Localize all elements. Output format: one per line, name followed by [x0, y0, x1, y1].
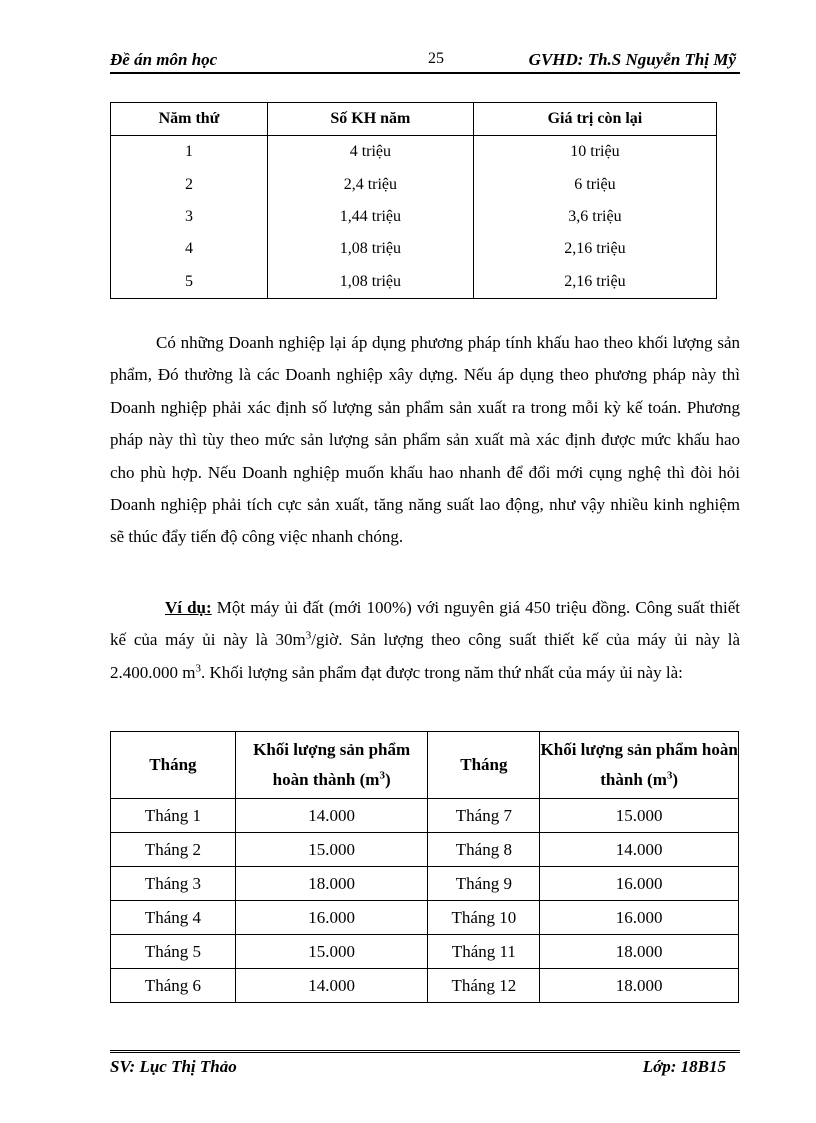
table-cell: 4 triệu [267, 136, 473, 169]
page-header [110, 46, 740, 74]
table-cell: 2,16 triệu [473, 266, 716, 299]
superscript: 3 [305, 629, 312, 642]
volume-cell: 16.000 [540, 867, 739, 901]
table-row [111, 867, 739, 901]
table-row [111, 935, 739, 969]
table-row [111, 833, 739, 867]
month-cell: Tháng 1 [111, 799, 236, 833]
page-footer [110, 1050, 740, 1079]
table-cell: 2,16 triệu [473, 233, 716, 265]
col-year: Năm thứ [111, 103, 268, 136]
month-cell: Tháng 2 [111, 833, 236, 867]
volume-cell: 15.000 [540, 799, 739, 833]
example-text-b: /giờ. Sản lượng theo công suất thiết kế của máy ủi này là 2.400.000 m [110, 630, 741, 682]
page-number: 25 [428, 50, 444, 67]
table-header-row [111, 732, 739, 799]
col-volume-label: Khối lượng sản phẩm hoàn thành (m [540, 740, 738, 789]
col-volume [235, 732, 428, 799]
month-cell: Tháng 4 [111, 901, 236, 935]
header-instructor: GVHD: Th.S Nguyễn Thị Mỹ [528, 50, 736, 69]
table-cell: 1 [111, 136, 268, 169]
month-cell: Tháng 12 [428, 969, 540, 1003]
table-row [111, 799, 739, 833]
depreciation-table [110, 102, 717, 299]
table-cell: 10 triệu [473, 136, 716, 169]
body-paragraph: Có những Doanh nghiệp lại áp dụng phương pháp tính khấu hao theo khối lượng sản phẩm, Đó thường là các Doanh nghiệp xây dựng. Nếu áp dụng theo phương pháp này thì Doanh nghiệp phải xác định số lượng sản phẩm sản xuất ra trong mỗi kỳ kế toán. Phương pháp này thì tùy theo mức sản lượng sản phẩm sản xuất mà xác định được mức khấu hao cho phù hợp. Nếu Doanh nghiệp muốn khấu hao nhanh để đổi mới cụng nghệ thì đòi hỏi Doanh nghiệp phải tích cực sản xuất, tăng năng suất lao động, như vậy nhiều kinh nghiệm sẽ thúc đẩy tiến độ công việc nhanh chóng. [110, 333, 740, 547]
superscript: 3 [379, 769, 385, 782]
volume-cell: 16.000 [235, 901, 428, 935]
footer-student: SV: Lục Thị Thảo [110, 1057, 237, 1076]
example-text-a: Một máy ủi đất (mới 100%) với nguyên giá 450 triệu đồng. Công suất thiết kế của máy ủi này là 30m [110, 598, 740, 650]
table-row [111, 266, 717, 299]
table-cell: 1,08 triệu [267, 266, 473, 299]
volume-cell: 16.000 [540, 901, 739, 935]
table-header-row [111, 103, 717, 136]
monthly-output-table [110, 731, 739, 1003]
volume-cell: 15.000 [235, 833, 428, 867]
volume-cell: 14.000 [235, 799, 428, 833]
volume-cell: 15.000 [235, 935, 428, 969]
example-paragraph [110, 592, 740, 689]
month-cell: Tháng 6 [111, 969, 236, 1003]
volume-cell: 18.000 [235, 867, 428, 901]
superscript: 3 [666, 769, 673, 782]
table-row [111, 901, 739, 935]
col-month: Tháng [111, 732, 236, 799]
footer-class: Lớp: 18B15 [642, 1057, 726, 1076]
month-cell: Tháng 11 [428, 935, 540, 969]
col-remaining-value: Giá trị còn lại [473, 103, 716, 136]
table-cell: 1,44 triệu [267, 201, 473, 233]
header-course-title: Đề án môn học [110, 50, 218, 69]
table-cell: 2,4 triệu [267, 168, 473, 200]
month-cell: Tháng 10 [428, 901, 540, 935]
col-volume-label: Khối lượng sản phẩm hoàn thành (m [253, 740, 411, 789]
example-label: Ví dụ: [165, 598, 212, 617]
month-cell: Tháng 8 [428, 833, 540, 867]
table-row [111, 201, 717, 233]
month-cell: Tháng 3 [111, 867, 236, 901]
table-row [111, 233, 717, 265]
volume-cell: 14.000 [540, 833, 739, 867]
table-row [111, 136, 717, 169]
table-cell: 3,6 triệu [473, 201, 716, 233]
table-cell: 5 [111, 266, 268, 299]
table-cell: 2 [111, 168, 268, 200]
col-volume [540, 732, 739, 799]
volume-cell: 18.000 [540, 935, 739, 969]
table-cell: 6 triệu [473, 168, 716, 200]
table-cell: 4 [111, 233, 268, 265]
col-volume-close: ) [672, 770, 679, 789]
table-row [111, 168, 717, 200]
col-month: Tháng [428, 732, 540, 799]
volume-cell: 18.000 [540, 969, 739, 1003]
superscript: 3 [195, 662, 201, 675]
example-text-c: . Khối lượng sản phẩm đạt được trong năm thứ nhất của máy ủi này là: [200, 662, 683, 682]
volume-cell: 14.000 [235, 969, 428, 1003]
month-cell: Tháng 7 [428, 799, 540, 833]
col-annual-depreciation: Số KH năm [267, 103, 473, 136]
month-cell: Tháng 5 [111, 935, 236, 969]
table-row [111, 969, 739, 1003]
table-cell: 3 [111, 201, 268, 233]
month-cell: Tháng 9 [428, 867, 540, 901]
col-volume-close: ) [384, 770, 391, 789]
table-cell: 1,08 triệu [267, 233, 473, 265]
